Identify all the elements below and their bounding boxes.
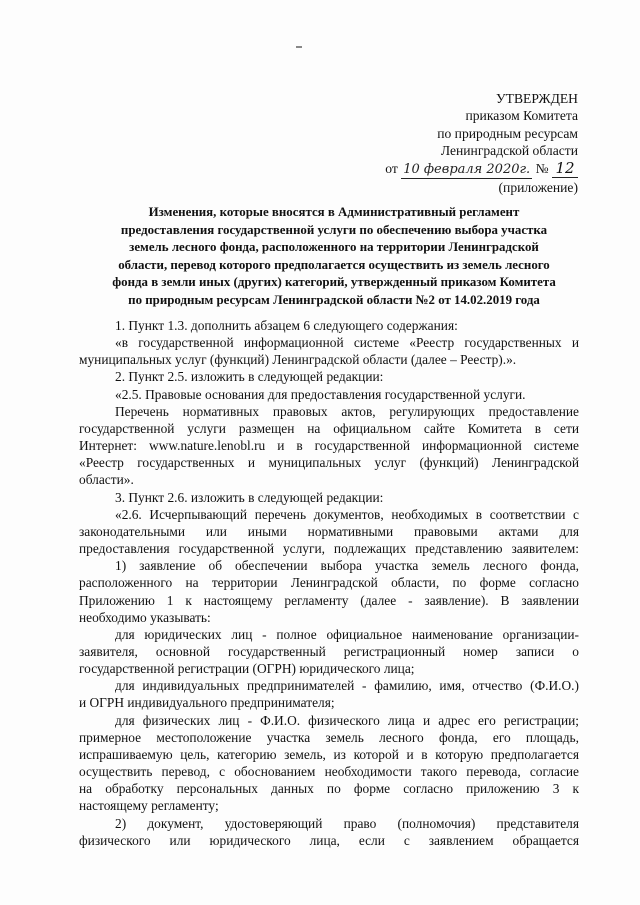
scan-speck xyxy=(296,46,302,48)
body-line: «2.6. Исчерпывающий перечень документов, необходимых в соответствии с xyxy=(115,506,579,522)
body-line: расположенного на территории Ленинградской области, по форме согласно xyxy=(79,575,579,591)
body-line: законодательными или иными нормативными правовыми актами для xyxy=(79,523,579,539)
body-line: для физических лиц - Ф.И.О. физического лица и адрес его регистрации; xyxy=(115,712,579,728)
body-line: области». xyxy=(79,472,134,488)
handwritten-number: 12 xyxy=(552,160,578,178)
body-line: для индивидуальных предпринимателей - фамилию, имя, отчество (Ф.И.О.) xyxy=(115,678,579,694)
document-title xyxy=(78,204,590,310)
body-line: «в государственной информационной системе «Реестр государственных и xyxy=(115,335,579,351)
body-line: муниципальных услуг (функций) Ленинградской области (далее – Реестр).». xyxy=(79,352,517,368)
approval-heading: УТВЕРЖДЕН xyxy=(496,91,578,106)
body-line: государственной услуги размещен на официальном сайте Комитета в сети xyxy=(79,420,579,436)
title-line: по природным ресурсам Ленинградской области №2 от 14.02.2019 года xyxy=(128,292,540,307)
body-line: на обработку персональных данных по форме согласно приложению 3 к xyxy=(79,781,579,797)
title-line: Изменения, которые вносятся в Административный регламент xyxy=(148,205,520,219)
body-line: «Реестр государственных и муниципальных услуг (функций) Ленинградской xyxy=(79,455,579,471)
body-line: Приложению 1 к настоящему регламенту (далее - заявление). В заявлении xyxy=(79,592,579,608)
body-line: настоящему регламенту; xyxy=(79,798,219,814)
body-line: заявителя, основной государственный регистрационный номер записи о xyxy=(79,643,579,659)
title-line: предоставления государственной услуги по обеспечению выбора участка xyxy=(120,222,548,237)
body-line: Перечень нормативных правовых актов, регулирующих предоставление xyxy=(115,403,579,419)
body-line: физического или юридического лица, если с заявлением обращается xyxy=(79,832,579,848)
approval-line: Ленинградской области xyxy=(440,143,578,159)
body-line: государственной регистрации (ОГРН) юридического лица; xyxy=(79,661,415,677)
title-line: фонда в земли иных (других) категорий, утвержденный приказом Комитета xyxy=(112,275,556,290)
approval-date-line xyxy=(385,160,578,179)
number-prefix: № xyxy=(535,160,549,176)
approval-line: по природным ресурсам xyxy=(437,125,578,141)
body-line: испрашиваемую цель, категорию земель, из которой и в которую предполагается xyxy=(79,746,579,762)
body-line: «2.5. Правовые основания для предоставления государственной услуги. xyxy=(115,386,526,402)
approval-stamp-block xyxy=(385,90,578,196)
body-line: необходимо указывать: xyxy=(79,609,211,625)
approval-annex-note: (приложение) xyxy=(498,180,578,196)
body-line: предоставления государственной услуги, подлежащих представлению заявителем: xyxy=(79,541,579,557)
title-line: земель лесного фонда, расположенного на территории Ленинградской xyxy=(129,240,539,255)
body-line: 1. Пункт 1.3. дополнить абзацем 6 следующего содержания: xyxy=(115,318,458,333)
body-line: 3. Пункт 2.6. изложить в следующей редакции: xyxy=(115,489,384,505)
document-body xyxy=(79,317,579,849)
body-line: для юридических лиц - полное официальное наименование организации- xyxy=(115,626,579,642)
body-line: 2) документ, удостоверяющий право (полномочия) представителя xyxy=(115,815,579,831)
body-line: и ОГРН индивидуального предпринимателя; xyxy=(79,695,335,711)
body-line: Интернет: www.nature.lenobl.ru и в государственной информационной системе xyxy=(79,438,579,454)
title-line: области, перевод которого предполагается осуществить из земель лесного xyxy=(118,257,550,272)
body-line: примерное местоположение участка земель лесного фонда, его площадь, xyxy=(79,729,579,745)
approval-line: приказом Комитета xyxy=(465,108,578,124)
body-line: 2. Пункт 2.5. изложить в следующей редакции: xyxy=(115,369,384,385)
date-prefix: от xyxy=(385,160,398,176)
handwritten-date: 10 февраля 2020г. xyxy=(401,161,532,179)
body-line: 1) заявление об обеспечении выбора участка земель лесного фонда, xyxy=(115,558,579,574)
body-line: осуществить перевод, с обоснованием необходимости такого перевода, согласие xyxy=(79,764,579,780)
